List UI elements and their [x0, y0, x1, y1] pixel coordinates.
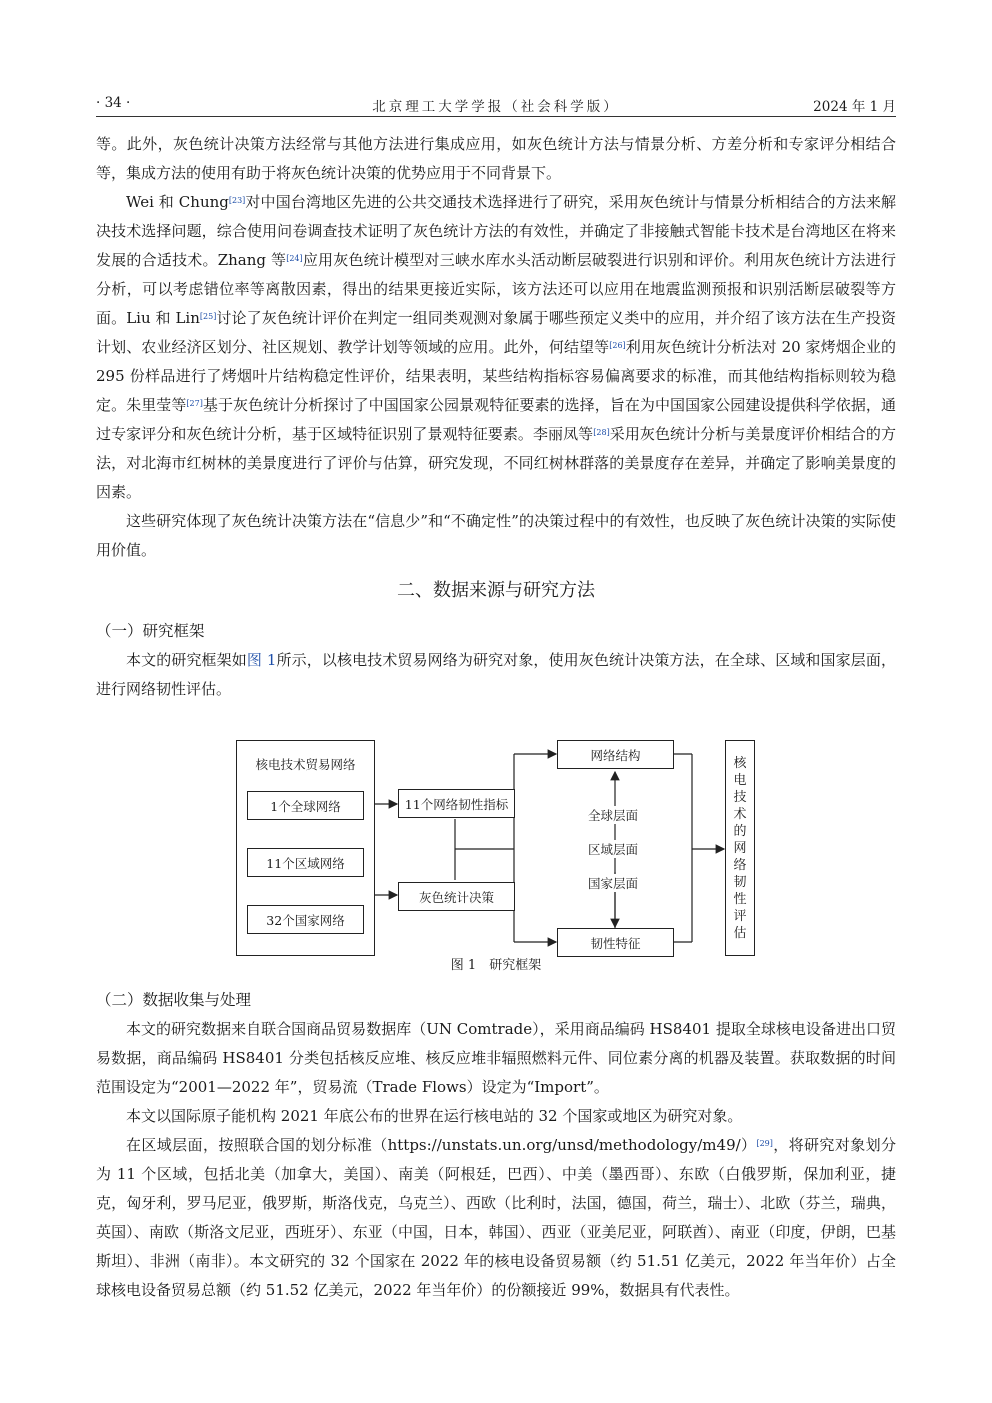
- page-number: · 34 ·: [96, 95, 131, 111]
- assessment-char: 网: [733, 840, 747, 856]
- resilience-assessment-box: [725, 740, 755, 956]
- running-header: [96, 94, 896, 117]
- citation-ref[interactable]: [29]: [756, 1139, 773, 1148]
- assessment-vertical-text: [733, 755, 747, 942]
- summary-paragraph: 这些研究体现了灰色统计决策方法在“信息少”和“不确定性”的决策过程中的有效性，也反映了灰色统计决策的实际使用价值。: [96, 512, 896, 559]
- figure-caption: 图 1 研究框架: [450, 958, 542, 973]
- figure-connectors: [96, 712, 896, 950]
- assessment-char: 韧: [733, 874, 747, 890]
- national-network-box: 32个国家网络: [247, 905, 364, 934]
- assessment-char: 核: [733, 755, 747, 771]
- figure-link[interactable]: 图 1: [246, 651, 277, 669]
- data-paragraph: 本文的研究数据来自联合国商品贸易数据库（UN Comtrade），采用商品编码 HS8401 提取全球核电设备进出口贸易数据，商品编码 HS8401 分类包括核反应堆、核反应堆非辐照燃料元件、同位素分离的机器及装置。获取数据的时间范围设定为“2001—2022 年”，贸易流（Trade Flows）设定为“Import”。: [96, 1020, 896, 1096]
- citation-ref[interactable]: [28]: [593, 428, 610, 437]
- assessment-char: 性: [733, 891, 747, 907]
- global-level-label: 全球层面: [588, 808, 639, 823]
- review-paragraph: Wei 和 Chung[23]对中国台湾地区先进的公共交通技术选择进行了研究，采用灰色统计与情景分析相结合的方法来解决技术选择问题，综合使用问卷调查技术证明了灰色统计方法的有效性，并确定了非接触式智能卡技术是台湾地区在将来发展的合适技术。Zhang 等[24]应用灰色统计模型对三峡水库水头活动断层破裂进行识别和评价。利用灰色统计方法进行分析，可以考虑错位率等离散因素，得出的结果更接近实际，该方法还可以应用在地震监测预报和识别活断层破裂等方面。Liu 和 Lin[25]讨论了灰色统计评价在判定一组同类观测对象属于哪些预定义类中的应用，并介绍了该方法在生产投资计划、农业经济区划分、社区规划、教学计划等领域的应用。此外，何结望等[26]利用灰色统计分析法对 20 家烤烟企业的 295 份样品进行了烤烟叶片结构稳定性评价，结果表明，某些结构指标容易偏离要求的标准，而其他结构指标则较为稳定。朱里莹等[27]基于灰色统计分析探讨了中国国家公园景观特征要素的选择，旨在为中国国家公园建设提供科学依据，通过专家评分和灰色统计分析，基于区域特征识别了景观特征要素。李丽凤等[28]采用灰色统计分析与美景度评价相结合的方法，对北海市红树林的美景度进行了评价与估算，研究发现，不同红树林群落的美景度存在差异，并确定了影响美景度的因素。: [96, 193, 897, 501]
- citation-ref[interactable]: [25]: [199, 312, 217, 321]
- region-paragraph: 在区域层面，按照联合国的划分标准（https://unstats.un.org/unsd/methodology/m49/）[29]，将研究对象划分为 11 个区域，包括北美（加拿大，美国）、南美（阿根廷，巴西）、中美（墨西哥）、东欧（白俄罗斯，保加利亚，捷克，匈牙利，罗马尼亚，俄罗斯，斯洛伐克，乌克兰）、西欧（比利时，法国，德国，荷兰，瑞士）、北欧（芬兰，瑞典，英国）、南欧（斯洛文尼亚，西班牙）、东亚（中国，日本，韩国）、西亚（亚美尼亚，阿联酋）、南亚（印度，伊朗，巴基斯坦）、非洲（南非）。本文研究的 32 个国家在 2022 年的核电设备贸易额（约 51.51 亿美元，2022 年当年价）占全球核电设备贸易总额（约 51.52 亿美元，2022 年当年价）的份额接近 99%，数据具有代表性。: [96, 1136, 896, 1299]
- group-title: 核电技术贸易网络: [255, 757, 356, 772]
- research-framework-figure: [96, 712, 896, 950]
- journal-name: 北京理工大学学报（社会科学版）: [372, 99, 620, 115]
- assessment-char: 络: [733, 857, 747, 873]
- subsection-title: （一）研究框架: [96, 622, 205, 640]
- citation-ref[interactable]: [23]: [228, 196, 246, 205]
- data-paragraph: 本文以国际原子能机构 2021 年底公布的世界在运行核电站的 32 个国家或地区为研究对象。: [126, 1107, 743, 1125]
- national-level-label: 国家层面: [588, 876, 639, 891]
- citation-ref[interactable]: [24]: [286, 254, 303, 263]
- global-network-box: 1个全球网络: [247, 791, 364, 820]
- assessment-char: 技: [733, 789, 747, 805]
- assessment-char: 电: [733, 772, 747, 788]
- intro-paragraph: 等。此外，灰色统计决策方法经常与其他方法进行集成应用，如灰色统计方法与情景分析、方差分析和专家评分相结合等，集成方法的使用有助于将灰色统计决策的优势应用于不同背景下。: [96, 135, 896, 182]
- article-body: [96, 130, 896, 1305]
- resilience-features-box: 韧性特征: [557, 928, 674, 957]
- assessment-char: 估: [733, 925, 747, 941]
- assessment-char: 评: [733, 908, 747, 924]
- citation-ref[interactable]: [27]: [186, 399, 203, 408]
- subsection-title: （二）数据收集与处理: [96, 991, 252, 1009]
- assessment-char: 术: [733, 806, 747, 822]
- grey-decision-box: 灰色统计决策: [398, 882, 515, 911]
- framework-paragraph: 本文的研究框架如图 1所示，以核电技术贸易网络为研究对象，使用灰色统计决策方法，在全球、区域和国家层面，进行网络韧性评估。: [96, 651, 896, 698]
- regional-level-label: 区域层面: [588, 842, 639, 857]
- indicators-box: 11个网络韧性指标: [398, 789, 515, 818]
- citation-ref[interactable]: [26]: [609, 341, 626, 350]
- regional-network-box: 11个区域网络: [247, 848, 364, 877]
- issue-date: 2024 年 1 月: [813, 99, 896, 115]
- network-structure-box: 网络结构: [557, 740, 674, 769]
- section-title: 二、数据来源与研究方法: [397, 580, 595, 601]
- assessment-char: 的: [733, 823, 747, 839]
